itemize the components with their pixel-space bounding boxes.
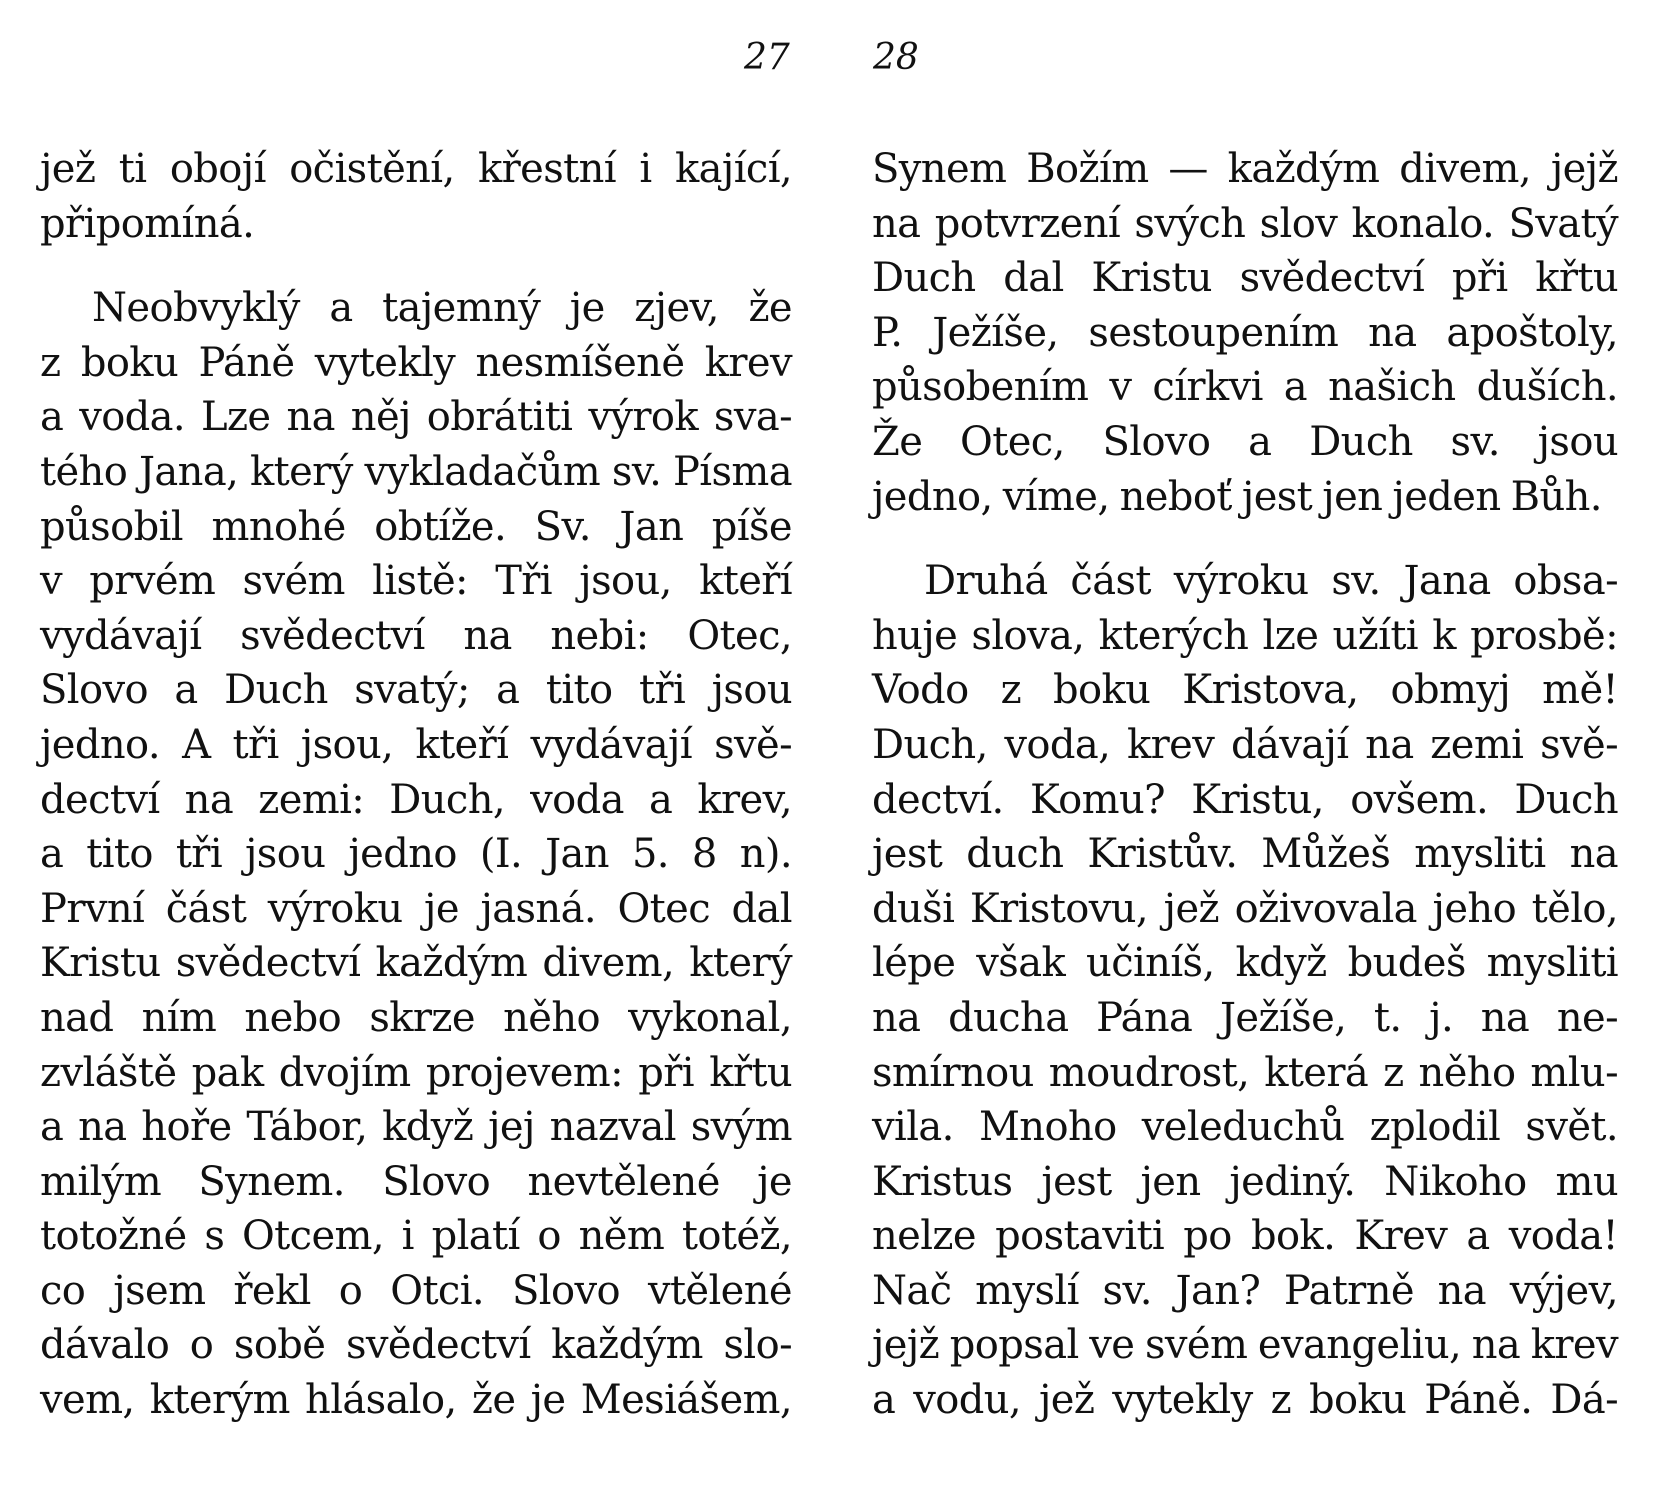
text-line: působil mnohé obtíže. Sv. Jan píše bbox=[40, 503, 792, 550]
left-page-text bbox=[40, 142, 792, 1428]
text-line: duši Kristovu, jež oživovala jeho tělo, bbox=[872, 885, 1618, 932]
text-line: tého Jana, který vykladačům sv. Písma bbox=[40, 448, 792, 495]
text-line: totožné s Otcem, i platí o něm totéž, bbox=[40, 1213, 792, 1260]
text-line: První část výroku je jasná. Otec dal bbox=[40, 885, 792, 932]
text-line: vila. Mnoho veleduchů zplodil svět. bbox=[872, 1104, 1618, 1151]
text-line: jejž popsal ve svém evangeliu, na krev bbox=[872, 1322, 1618, 1369]
text-line: na potvrzení svých slov konalo. Svatý bbox=[872, 200, 1618, 247]
paragraph bbox=[872, 554, 1618, 1428]
text-line: působením v církvi a našich duších. bbox=[872, 364, 1618, 411]
text-line: dectví. Komu? Kristu, ovšem. Duch bbox=[872, 776, 1618, 823]
right-page-number: 28 bbox=[873, 37, 919, 78]
text-line: jedno. A tři jsou, kteří vydávají svě- bbox=[40, 721, 792, 768]
text-line: Kristus jest jen jediný. Nikoho mu bbox=[872, 1158, 1618, 1205]
text-line: Neobvyklý a tajemný je zjev, že bbox=[92, 285, 792, 332]
right-page-text bbox=[872, 142, 1618, 1428]
text-line: z boku Páně vytekly nesmíšeně krev bbox=[40, 339, 792, 386]
text-line: a vodu, jež vytekly z boku Páně. Dá- bbox=[872, 1377, 1618, 1424]
text-line: jedno, víme, neboť jest jen jeden Bůh. bbox=[872, 473, 1602, 520]
text-line: Nač myslí sv. Jan? Patrně na výjev, bbox=[872, 1267, 1618, 1314]
text-line: dávalo o sobě svědectví každým slo- bbox=[40, 1322, 792, 1369]
text-line: v prvém svém listě: Tři jsou, kteří bbox=[40, 558, 792, 605]
text-line: vydávají svědectví na nebi: Otec, bbox=[40, 612, 792, 659]
text-line: Duch dal Kristu svědectví při křtu bbox=[872, 255, 1618, 302]
text-line: Že Otec, Slovo a Duch sv. jsou bbox=[872, 418, 1618, 465]
text-line: milým Synem. Slovo nevtělené je bbox=[40, 1158, 792, 1205]
text-line: na ducha Pána Ježíše, t. j. na ne- bbox=[872, 994, 1618, 1041]
paragraph-gap bbox=[872, 524, 1618, 554]
paragraph bbox=[40, 281, 792, 1427]
text-line: smírnou moudrost, která z něho mlu- bbox=[872, 1049, 1618, 1096]
text-line: P. Ježíše, sestoupením na apoštoly, bbox=[872, 309, 1618, 356]
paragraph-gap bbox=[40, 251, 792, 281]
text-line: co jsem řekl o Otci. Slovo vtělené bbox=[40, 1267, 792, 1314]
paragraph bbox=[40, 142, 792, 251]
text-line: jest duch Kristův. Můžeš mysliti na bbox=[872, 831, 1618, 878]
left-page-number: 27 bbox=[744, 37, 790, 78]
text-line: Druhá část výroku sv. Jana obsa- bbox=[924, 558, 1618, 605]
text-line: nad ním nebo skrze něho vykonal, bbox=[40, 994, 792, 1041]
paragraph bbox=[872, 142, 1618, 524]
text-line: vem, kterým hlásalo, že je Mesiášem, bbox=[40, 1377, 792, 1424]
text-line: huje slova, kterých lze užíti k prosbě: bbox=[872, 612, 1618, 659]
text-line: a tito tři jsou jedno (I. Jan 5. 8 n). bbox=[40, 831, 792, 878]
text-line: Synem Božím — každým divem, jejž bbox=[872, 146, 1618, 192]
text-line: lépe však učiníš, když budeš mysliti bbox=[872, 940, 1618, 987]
text-line: Vodo z boku Kristova, obmyj mě! bbox=[872, 667, 1618, 714]
text-line: jež ti obojí očistění, křestní i kající, bbox=[40, 146, 792, 192]
text-line: Duch, voda, krev dávají na zemi svě- bbox=[872, 721, 1618, 768]
text-line: Kristu svědectví každým divem, který bbox=[40, 940, 792, 987]
text-line: nelze postaviti po bok. Krev a voda! bbox=[872, 1213, 1618, 1260]
text-line: připomíná. bbox=[40, 200, 255, 247]
text-line: Slovo a Duch svatý; a tito tři jsou bbox=[40, 667, 792, 714]
text-line: a voda. Lze na něj obrátiti výrok sva- bbox=[40, 394, 792, 441]
text-line: zvláště pak dvojím projevem: při křtu bbox=[40, 1049, 792, 1096]
text-line: dectví na zemi: Duch, voda a krev, bbox=[40, 776, 792, 823]
text-line: a na hoře Tábor, když jej nazval svým bbox=[40, 1104, 792, 1151]
